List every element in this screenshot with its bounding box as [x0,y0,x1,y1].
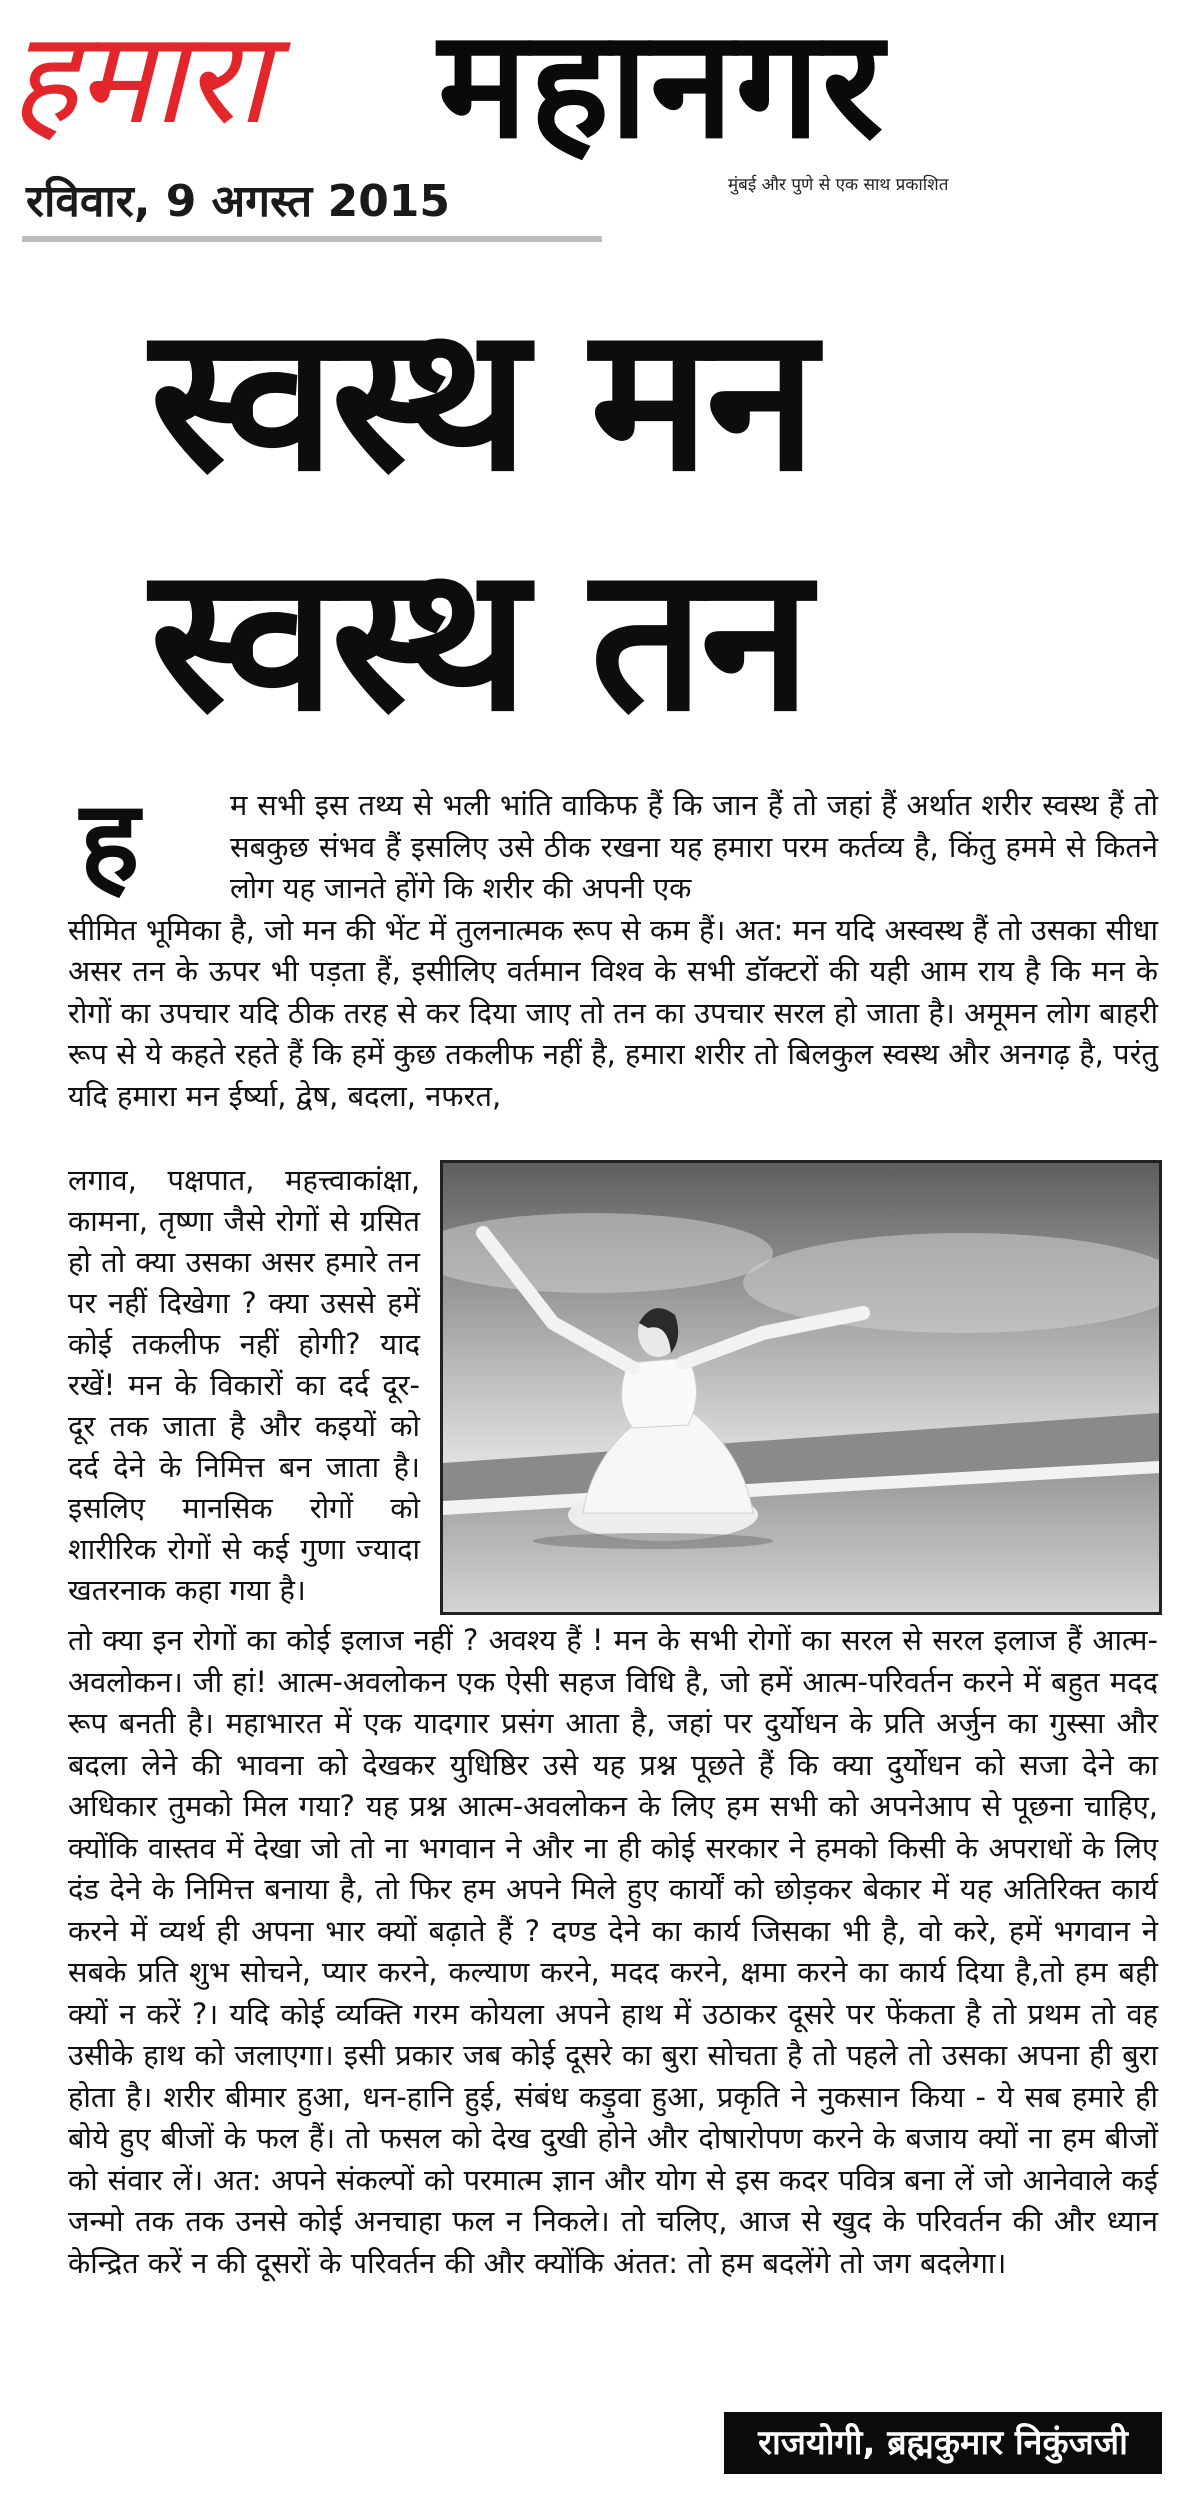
article-headline [150,280,1150,760]
masthead-tagline: मुंबई और पुणे से एक साथ प्रकाशित [728,175,949,195]
brand-name-red: हमारा [10,4,268,153]
article-paragraph-top-indented: म सभी इस तथ्य से भली भांति वाकिफ हैं कि जान हैं तो जहां हैं अर्थात शरीर स्वस्थ हैं तो सबकुछ संभव हैं इसलिए उसे ठीक रखना यह हमारा परम कर्तव्य है, किंतु हममे से कितने लोग यह जानते होंगे कि शरीर की अपनी एक [230,788,1158,905]
headline-line-2: स्वस्थ तन [150,523,808,756]
woman-meditating-on-beach-image [443,1163,1159,1612]
article-paragraph-top-rest: सीमित भूमिका है, जो मन की भेंट में तुलनात्मक रूप से कम हैं। अत: मन यदि अस्वस्थ हैं तो उसका सीधा असर तन के ऊपर भी पड़ता हैं, इसीलिए वर्तमान विश्व के सभी डॉक्टरों की यही आम राय है कि मन के रोगों का उपचार यदि ठीक तरह से कर दिया जाए तो तन का उपचार सरल हो जाता है। अमूमन लोग बाहरी रूप से ये कहते रहते हैं कि हमें कुछ तकलीफ नहीं है, हमारा शरीर तो बिलकुल स्वस्थ और अनगढ़ है, परंतु यदि हमारा मन ईर्ष्या, द्वेष, बदला, नफरत, [68,912,1158,1113]
brand-name-black: महानगर [438,0,886,172]
article-left-column: लगाव, पक्षपात, महत्त्वाकांक्षा, कामना, तृष्णा जैसे रोगों से ग्रसित हो तो क्या उसका असर हमारे तन पर नहीं दिखेगा ? क्या उससे हमें कोई तकलीफ नहीं होगी? याद रखें! मन के विकारों का दर्द दूर-दूर तक जाता है और कइयों को दर्द देने के निमित्त बन जाता है। इसलिए मानसिक रोगों को शारीरिक रोगों से कई गुणा ज्यादा खतरनाक कहा गया है। [68,1163,420,1607]
masthead [0,0,1199,245]
article-paragraph-top [68,785,1158,1117]
author-signature: राजयोगी, ब्रह्मकुमार निकुंजजी [724,2412,1162,2474]
article-paragraph-bottom: तो क्या इन रोगों का कोई इलाज नहीं ? अवश्य हैं ! मन के सभी रोगों का सरल से सरल इलाज हैं आत्म-अवलोकन। जी हां! आत्म-अवलोकन एक ऐसी सहज विधि है, जो हमें आत्म-परिवर्तन करने में बहुत मदद रूप बनती है। महाभारत में एक यादगार प्रसंग आता है, जहां पर दुर्योधन के प्रति अर्जुन का गुस्सा और बदला लेने की भावना को देखकर युधिष्ठिर उसे यह प्रश्न पूछते हैं कि क्या दुर्योधन को सजा देने का अधिकार तुमको मिल गया? यह प्रश्न आत्म-अवलोकन के लिए हम सभी को अपनेआप से पूछना चाहिए, क्योंकि वास्तव में देखा जो तो ना भगवान ने और ना ही कोई सरकार ने हमको किसी के अपराधों के लिए दंड देने के निमित्त बनाया है, तो फिर हम अपने मिले हुए कार्यों को छोड़कर बेकार में यह अतिरिक्त कार्य करने में व्यर्थ ही अपना भार क्यों बढ़ाते हैं ? दण्ड देने का कार्य जिसका भी है, वो करे, हमें भगवान ने सबके प्रति शुभ सोचने, प्यार करने, कल्याण करने, मदद करने, क्षमा करने का कार्य दिया है,तो हम बही क्यों न करें ?। यदि कोई व्यक्ति गरम कोयला अपने हाथ में उठाकर दूसरे पर फेंकता है तो प्रथम तो वह उसीके हाथ को जलाएगा। इसी प्रकार जब कोई दूसरे का बुरा सोचता है तो पहले तो उसका अपना ही बुरा होता है। शरीर बीमार हुआ, धन-हानि हुई, संबंध कड़ुवा हुआ, प्रकृति ने नुकसान किया - ये सब हमारे ही बोये हुए बीजों के फल हैं। तो फसल को देख दुखी होने और दोषारोपण करने के बजाय क्यों ना हम बीजों को संवार लें। अत: अपने संकल्पों को परमात्म ज्ञान और योग से इस कदर पवित्र बना लें जो आनेवाले कई जन्मो तक तक उनसे कोई अनचाहा फल न निकले। तो चलिए, आज से खुद के परिवर्तन की और ध्यान केन्द्रित करें न की दूसरों के परिवर्तन की और क्योंकि अंतत: तो हम बदलेंगे तो जग बदलेगा। [68,1623,1158,2280]
date-underline-divider [22,236,602,242]
article-photo [440,1160,1162,1615]
headline-line-1: स्वस्थ मन [150,283,813,516]
drop-cap: ह [80,777,140,907]
issue-date: रविवार, 9 अगस्त 2015 [26,176,451,227]
